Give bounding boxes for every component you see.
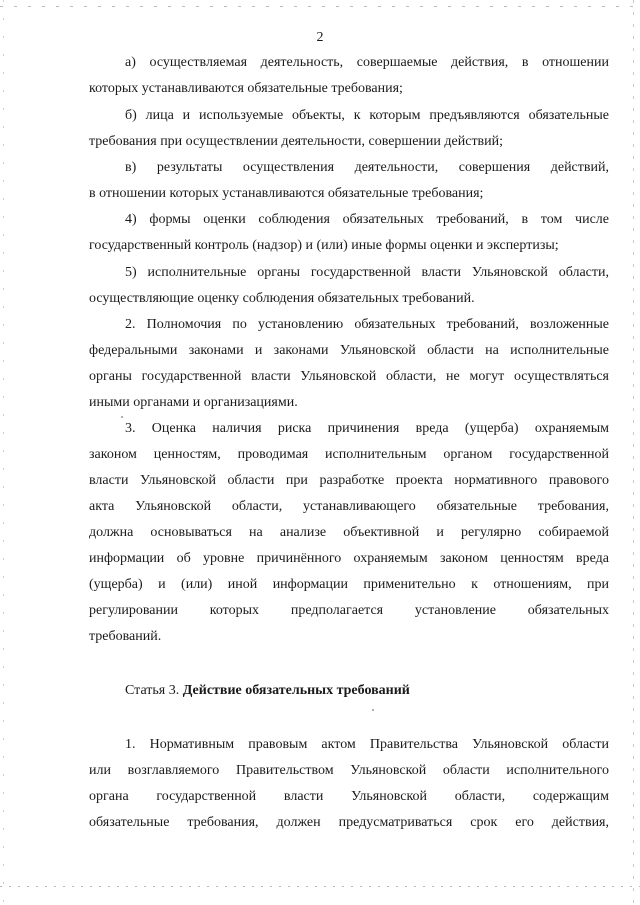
article-3-section-1-line-3: органа государственной власти Ульяновской области, содержащим: [89, 789, 609, 804]
scan-speck: [121, 416, 123, 418]
paragraph-5-line-1: 5) исполнительные органы государственной власти Ульяновской области,: [125, 265, 609, 280]
article-heading: [125, 682, 609, 700]
paragraph-b-line-2: требования при осуществлении деятельности, совершении действий;: [89, 134, 504, 149]
paragraph-4-line-2: государственный контроль (надзор) и (или) иные формы оценки и экспертизы;: [89, 238, 559, 253]
article-3-section-1-line-2: или возглавляемого Правительством Ульяновской области исполнительного: [89, 763, 609, 778]
section-2-line-4: иными органами и организациями.: [89, 395, 298, 410]
page-number: 2: [316, 30, 324, 45]
article-3-section-1-line-4: обязательные требования, должен предусматриваться срок его действия,: [89, 815, 609, 830]
section-3-line-7: (ущерба) и (или) иной информации применительно к отношениям, при: [89, 577, 609, 592]
paragraph-v-line-2: в отношении которых устанавливаются обязательные требования;: [89, 186, 484, 201]
article-title: Действие обязательных требований: [182, 683, 410, 698]
section-3-line-2: законом ценностям, проводимая исполнительным органом государственной: [89, 447, 609, 462]
section-3-line-4: акта Ульяновской области, устанавливающего обязательные требования,: [89, 499, 609, 514]
paragraph-v-line-1: в) результаты осуществления деятельности, совершения действий,: [125, 160, 609, 175]
scan-edge-left: [3, 0, 4, 905]
section-3-line-1: 3. Оценка наличия риска причинения вреда (ущерба) охраняемым: [125, 421, 609, 436]
section-3-line-8: регулировании которых предполагается установление обязательных: [89, 603, 609, 618]
section-2-line-1: 2. Полномочия по установлению обязательных требований, возложенные: [125, 317, 609, 332]
scan-speck: [372, 709, 374, 711]
paragraph-4-line-1: 4) формы оценки соблюдения обязательных требований, в том числе: [125, 212, 609, 227]
scan-edge-right: [633, 0, 634, 905]
paragraph-a-line-2: которых устанавливаются обязательные требования;: [89, 81, 403, 96]
section-2-line-2: федеральными законами и законами Ульяновской области на исполнительные: [89, 343, 609, 358]
section-3-line-9: требований.: [89, 629, 162, 644]
section-3-line-3: власти Ульяновской области при разработке проекта нормативного правового: [89, 473, 609, 488]
paragraph-b-line-1: б) лица и используемые объекты, к которым предъявляются обязательные: [125, 108, 609, 123]
section-2-line-3: органы государственной власти Ульяновской области, не могут осуществляться: [89, 369, 609, 384]
article-3-section-1-line-1: 1. Нормативным правовым актом Правительства Ульяновской области: [125, 737, 609, 752]
paragraph-5-line-2: осуществляющие оценку соблюдения обязательных требований.: [89, 291, 475, 306]
scan-edge-top: [0, 6, 640, 7]
article-prefix: Статья 3.: [125, 683, 180, 698]
section-3-line-5: должна основываться на анализе объективной и регулярно собираемой: [89, 525, 609, 540]
section-3-line-6: информации об уровне причинённого охраняемым законом ценностям вреда: [89, 551, 609, 566]
paragraph-a-line-1: а) осуществляемая деятельность, совершаемые действия, в отношении: [125, 55, 609, 70]
scan-edge-bottom: [0, 886, 640, 887]
